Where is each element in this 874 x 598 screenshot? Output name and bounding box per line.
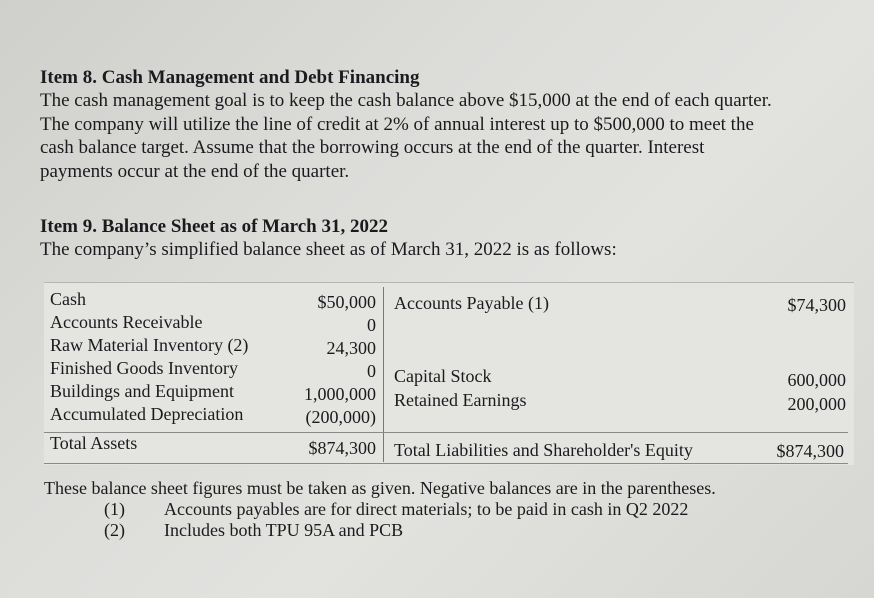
asset-value: 24,300 [326,338,376,358]
liability-label: Capital Stock [394,366,492,386]
assets-values [304,291,376,429]
item8-title: Item 8. Cash Management and Debt Financing [40,67,420,88]
liability-value: 200,000 [787,394,846,414]
liability-label: Retained Earnings [394,390,527,410]
item9-title: Item 9. Balance Sheet as of March 31, 2022 [40,216,388,237]
note-item [44,499,864,520]
note-item [44,520,864,541]
asset-value: 0 [367,315,376,335]
asset-value: 1,000,000 [304,384,376,404]
bottom-rule [44,463,848,464]
note-text: Accounts payables are for direct materials; to be paid in cash in Q2 2022 [164,499,689,519]
item9-intro: The company’s simplified balance sheet as of March 31, 2022 is as follows: [40,239,617,260]
assets-labels [50,288,290,426]
total-assets-value: $874,300 [308,438,376,458]
item8-line: The company will utilize the line of credit at 2% of annual interest up to $500,000 to meet the [40,113,754,135]
asset-label: Buildings and Equipment [50,381,234,401]
asset-label: Cash [50,289,86,309]
column-divider [383,287,384,462]
note-number: (2) [104,520,125,540]
liability-label: Accounts Payable (1) [394,293,549,313]
asset-value: 0 [367,361,376,381]
asset-label: Accounts Receivable [50,312,203,332]
asset-label: Raw Material Inventory (2) [50,335,249,355]
item8-line: cash balance target. Assume that the borrowing occurs at the end of the quarter. Interest [40,137,705,158]
liability-value: 600,000 [787,370,846,390]
note-number: (1) [104,499,125,519]
item9-section [40,215,860,262]
asset-label: Accumulated Depreciation [50,404,244,424]
asset-value: (200,000) [305,407,376,427]
total-divider [44,432,848,433]
note-text: Includes both TPU 95A and PCB [164,520,404,540]
item8-section [40,66,860,183]
liability-value: $74,300 [787,295,846,315]
item8-line: payments occur at the end of the quarter. [40,160,350,182]
balance-sheet-table [44,282,854,465]
item8-line: The cash management goal is to keep the cash balance above $15,000 at the end of each quarter. [40,90,772,111]
notes-intro: These balance sheet figures must be taken as given. Negative balances are in the parentheses. [44,478,716,498]
total-liabilities-value: $874,300 [776,441,844,461]
item8-body [40,89,860,183]
total-assets-label: Total Assets [50,433,138,453]
asset-value: $50,000 [317,292,376,312]
total-liabilities-label: Total Liabilities and Shareholder's Equity [394,440,693,460]
asset-label: Finished Goods Inventory [50,358,238,378]
notes-section [44,478,864,541]
